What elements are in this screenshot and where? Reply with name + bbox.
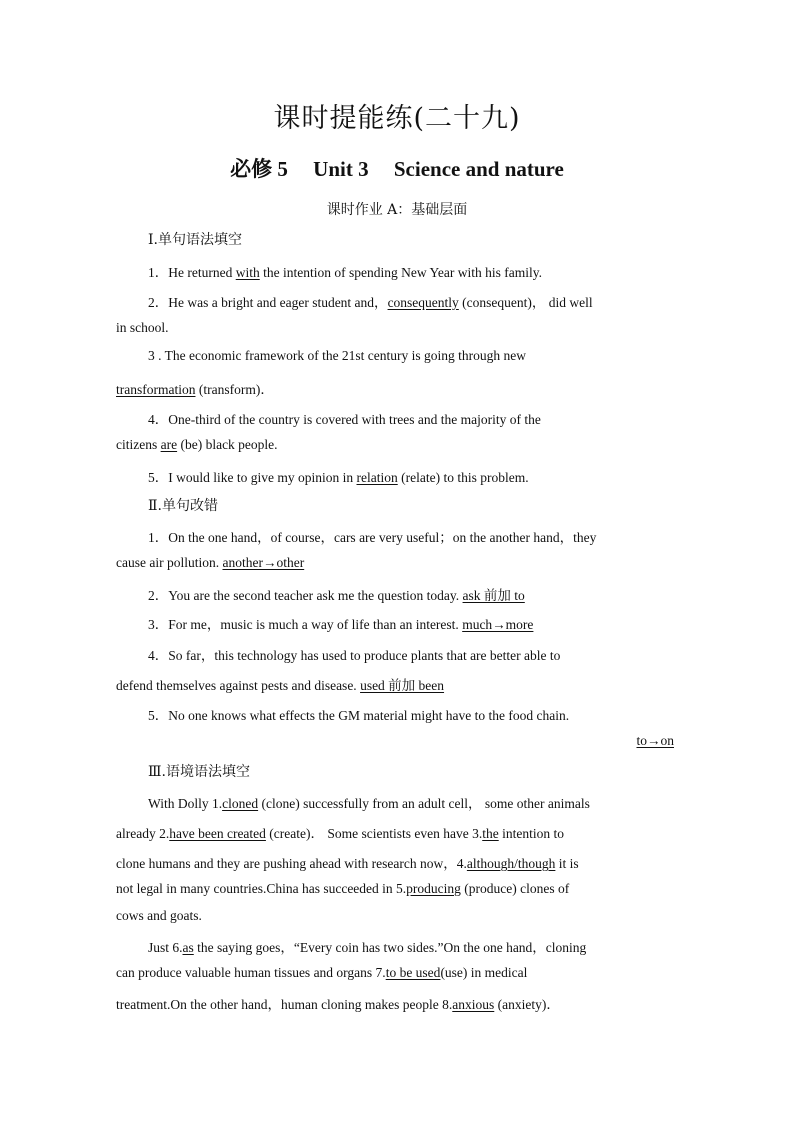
unit-subtitle — [0, 153, 794, 183]
answer: with — [235, 265, 260, 280]
answer: used 前加 been — [360, 678, 445, 693]
s2-q4: 4．So far，this technology has used to produce plants that are better able to — [148, 648, 561, 663]
topic-label: Science and nature — [393, 157, 564, 181]
subheading: 课时作业 A：基础层面 — [326, 202, 468, 218]
answer: much→more — [462, 617, 534, 632]
section-2-heading: Ⅱ.单句改错 — [148, 498, 218, 514]
s3-p1-line2: already 2.have been created (create)． Some scientists even have 3.the intention to — [116, 826, 564, 841]
s1-q4: 4．One-third of the country is covered with trees and the majority of the — [148, 412, 541, 427]
answer: consequently — [387, 295, 459, 310]
s2-q1-cont: cause air pollution. another→other — [116, 555, 305, 570]
s2-q1: 1．On the one hand，of course，cars are very useful；on the another hand，they — [148, 530, 597, 545]
unit-label: Unit 3 — [313, 157, 369, 181]
s1-q5: 5．I would like to give my opinion in relation (relate) to this problem. — [148, 470, 529, 485]
s1-q3-cont: transformation (transform)． — [116, 382, 274, 397]
s3-p2-line3: treatment.On the other hand，human cloning makes people 8.anxious (anxiety)． — [116, 997, 560, 1012]
answer: as — [182, 940, 194, 955]
answer: relation — [356, 470, 398, 485]
section-3-heading: Ⅲ.语境语法填空 — [148, 764, 250, 780]
answer: although/though — [466, 856, 556, 871]
answer: are — [160, 437, 178, 452]
answer: to→on — [636, 733, 674, 748]
s1-q1: 1．He returned with the intention of spending New Year with his family. — [148, 265, 542, 280]
answer: another→other — [222, 555, 305, 570]
s3-p1-line5: cows and goats. — [116, 908, 202, 923]
s2-q4-cont: defend themselves against pests and disease. used 前加 been — [116, 678, 445, 693]
s2-q5-answer-line — [116, 733, 674, 749]
s3-p1-line3: clone humans and they are pushing ahead with research now，4.although/though it is — [116, 856, 579, 871]
answer: ask 前加 to — [462, 588, 525, 603]
section-1-heading: Ⅰ.单句语法填空 — [148, 232, 242, 248]
s1-q4-cont: citizens are (be) black people. — [116, 437, 278, 452]
answer: have been created — [169, 826, 266, 841]
s1-q2-cont: in school. — [116, 320, 169, 335]
s3-p1-line4: not legal in many countries.China has succeeded in 5.producing (produce) clones of — [116, 881, 570, 896]
answer: producing — [406, 881, 461, 896]
answer: to be used — [385, 965, 441, 980]
page-title: 课时提能练(二十九) — [273, 103, 521, 134]
s1-q2: 2．He was a bright and eager student and，consequently (consequent)， did well — [148, 295, 593, 310]
answer: the — [482, 826, 499, 841]
s3-p2-line1: Just 6.as the saying goes，“Every coin has two sides.”On the one hand，cloning — [148, 940, 587, 955]
answer: cloned — [222, 796, 259, 811]
book-label: 必修 5 — [230, 157, 288, 181]
s3-p1-line1: With Dolly 1.cloned (clone) successfully from an adult cell， some other animals — [148, 796, 590, 811]
s2-q2: 2．You are the second teacher ask me the question today. ask 前加 to — [148, 588, 525, 603]
answer: anxious — [452, 997, 495, 1012]
s2-q5: 5．No one knows what effects the GM material might have to the food chain. — [148, 708, 570, 723]
s3-p2-line2: can produce valuable human tissues and organs 7.to be used(use) in medical — [116, 965, 528, 980]
s2-q3: 3．For me，music is much a way of life than an interest. much→more — [148, 617, 534, 632]
answer: transformation — [116, 382, 196, 397]
s1-q3: 3 . The economic framework of the 21st century is going through new — [148, 348, 527, 363]
